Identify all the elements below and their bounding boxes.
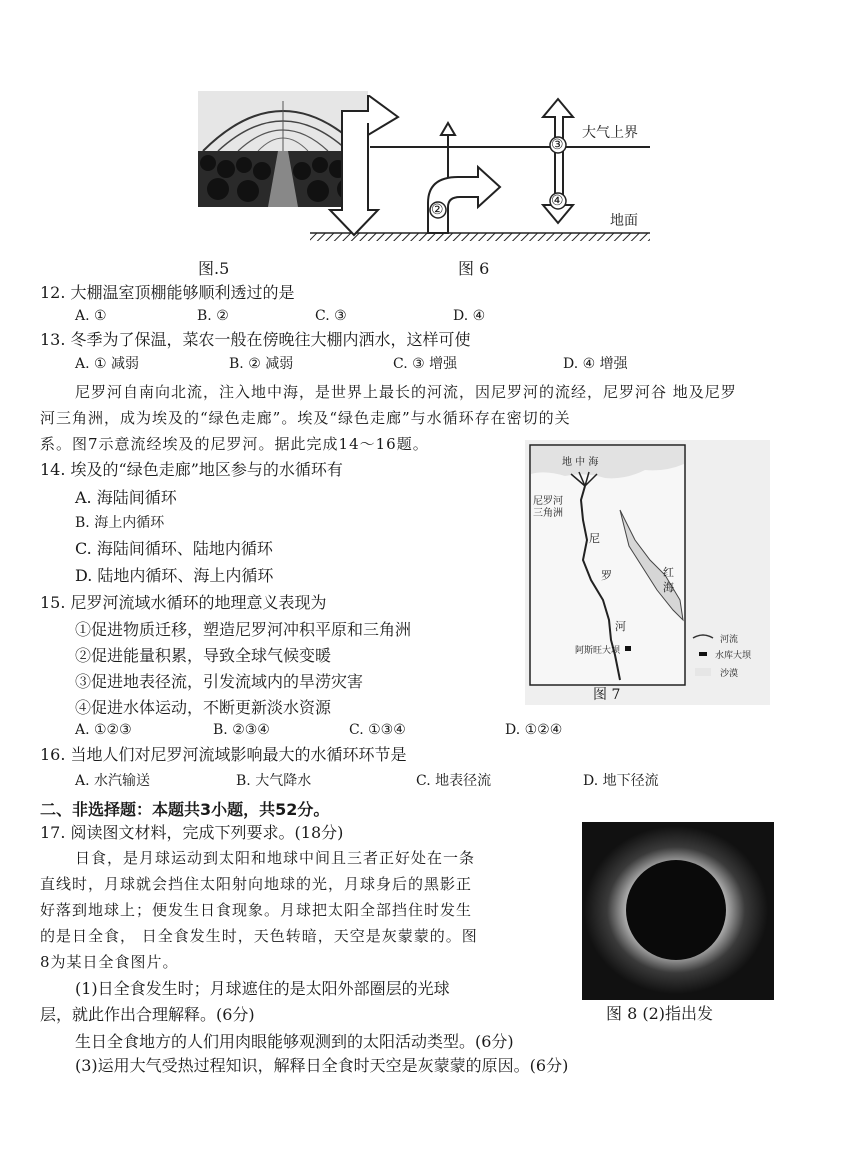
question-16-stem: 16. 当地人们对尼罗河流域影响最大的水循环环节是 bbox=[40, 745, 407, 764]
map-label-nile-2: 罗 bbox=[601, 569, 612, 582]
question-12-stem: 12. 大棚温室顶棚能够顺利透过的是 bbox=[40, 283, 295, 302]
option-b: B. ②③④ bbox=[213, 722, 270, 738]
figure-8-caption: 图 8 (2)指出发 bbox=[606, 1004, 714, 1023]
label-ground: 地面 bbox=[610, 213, 638, 229]
map-label-sea: 地 中 海 bbox=[562, 457, 599, 468]
question-16-options bbox=[75, 772, 735, 792]
figure-7-map bbox=[525, 440, 770, 705]
intro-line-2: 河三角洲，成为埃及的“绿色走廊”。埃及“绿色走廊”与水循环存在密切的关 bbox=[40, 409, 571, 427]
q17-sub-1a: (1)日全食发生时；月球遮住的是太阳外部圈层的光球 bbox=[75, 979, 450, 998]
question-15-item-1: ①促进物质迁移，塑造尼罗河冲积平原和三角洲 bbox=[75, 620, 412, 639]
question-15-options bbox=[75, 721, 675, 741]
question-15-item-4: ④促进水体运动，不断更新淡水资源 bbox=[75, 698, 332, 717]
q17-para-5: 8为某日全食图片。 bbox=[40, 953, 179, 971]
option-d: D. 地下径流 bbox=[583, 773, 659, 789]
option-a: A. ①②③ bbox=[75, 722, 132, 738]
option-b: B. 大气降水 bbox=[236, 773, 312, 789]
option-c: C. ③ bbox=[315, 308, 347, 324]
section-2-heading: 二、非选择题：本题共3小题，共52分。 bbox=[40, 800, 330, 819]
option-d: D. ①②④ bbox=[505, 722, 563, 738]
question-15-item-2: ②促进能量积累，导致全球气候变暖 bbox=[75, 646, 332, 665]
marker-2: ② bbox=[431, 202, 444, 218]
option-b: B. ② 减弱 bbox=[229, 356, 294, 372]
figure-7-caption: 图 7 bbox=[593, 687, 621, 703]
option-d: D. ④ bbox=[453, 308, 486, 324]
question-14-option-a: A. 海陆间循环 bbox=[75, 488, 177, 507]
question-14-stem: 14. 埃及的“绿色走廊”地区参与的水循环有 bbox=[40, 460, 343, 479]
map-label-delta-2: 三角洲 bbox=[533, 508, 563, 519]
label-atmosphere-top: 大气上界 bbox=[582, 125, 638, 141]
option-c: C. ①③④ bbox=[349, 722, 406, 738]
question-14-option-b: B. 海上内循环 bbox=[75, 515, 165, 531]
question-14-option-d: D. 陆地内循环、海上内循环 bbox=[75, 566, 274, 585]
legend-desert: 沙漠 bbox=[720, 669, 739, 679]
marker-4: ④ bbox=[551, 193, 564, 209]
question-12-options bbox=[75, 307, 635, 327]
option-c: C. ③ 增强 bbox=[393, 356, 458, 372]
legend-river: 河流 bbox=[720, 635, 739, 645]
legend-dam: 水库大坝 bbox=[715, 651, 752, 661]
option-a: A. ① bbox=[75, 308, 107, 324]
question-13-options bbox=[75, 355, 675, 375]
figure-6-diagram bbox=[310, 95, 655, 245]
question-15-item-3: ③促进地表径流，引发流域内的旱涝灾害 bbox=[75, 672, 364, 691]
q17-sub-3: (3)运用大气受热过程知识，解释日全食时天空是灰蒙蒙的原因。(6分) bbox=[75, 1056, 569, 1075]
figure-6-caption: 图 6 bbox=[458, 259, 490, 278]
figure-8-photo bbox=[582, 822, 774, 1000]
question-17-stem: 17. 阅读图文材料，完成下列要求。(18分) bbox=[40, 823, 344, 842]
map-label-red-sea-2: 海 bbox=[663, 581, 674, 594]
intro-line-1: 尼罗河自南向北流，注入地中海，是世界上最长的河流，因尼罗河的流经，尼罗河谷 地及尼罗 bbox=[75, 383, 737, 401]
map-label-nile-3: 河 bbox=[615, 620, 626, 633]
option-a: A. ① 减弱 bbox=[75, 356, 140, 372]
figure-5-caption: 图.5 bbox=[198, 259, 230, 278]
question-13-stem: 13. 冬季为了保温，菜农一般在傍晚往大棚内洒水，这样可使 bbox=[40, 330, 471, 349]
question-15-stem: 15. 尼罗河流域水循环的地理意义表现为 bbox=[40, 593, 327, 612]
option-a: A. 水汽输送 bbox=[75, 773, 151, 789]
option-b: B. ② bbox=[197, 308, 229, 324]
question-14-option-c: C. 海陆间循环、陆地内循环 bbox=[75, 539, 273, 558]
option-c: C. 地表径流 bbox=[416, 773, 492, 789]
marker-3: ③ bbox=[551, 137, 564, 153]
q17-para-4: 的是日全食， 日全食发生时，天色转暗，天空是灰蒙蒙的。图 bbox=[40, 927, 478, 945]
q17-para-2: 直线时，月球就会挡住太阳射向地球的光，月球身后的黑影正 bbox=[40, 875, 473, 893]
intro-line-3: 系。图7示意流经埃及的尼罗河。据此完成14～16题。 bbox=[40, 435, 429, 453]
map-label-red-sea-1: 红 bbox=[663, 566, 674, 579]
map-label-delta-1: 尼罗河 bbox=[533, 496, 563, 507]
q17-para-3: 好落到地球上；便发生日食现象。月球把太阳全部挡住时发生 bbox=[40, 901, 473, 919]
q17-sub-1b: 层，就此作出合理解释。(6分) bbox=[40, 1005, 255, 1024]
q17-para-1: 日食，是月球运动到太阳和地球中间且三者正好处在一条 bbox=[75, 849, 476, 867]
map-label-dam: 阿斯旺大坝 bbox=[575, 646, 621, 656]
option-d: D. ④ 增强 bbox=[563, 356, 628, 372]
map-label-nile-1: 尼 bbox=[589, 532, 600, 545]
q17-sub-2: 生日全食地方的人们用肉眼能够观测到的太阳活动类型。(6分) bbox=[75, 1032, 514, 1051]
